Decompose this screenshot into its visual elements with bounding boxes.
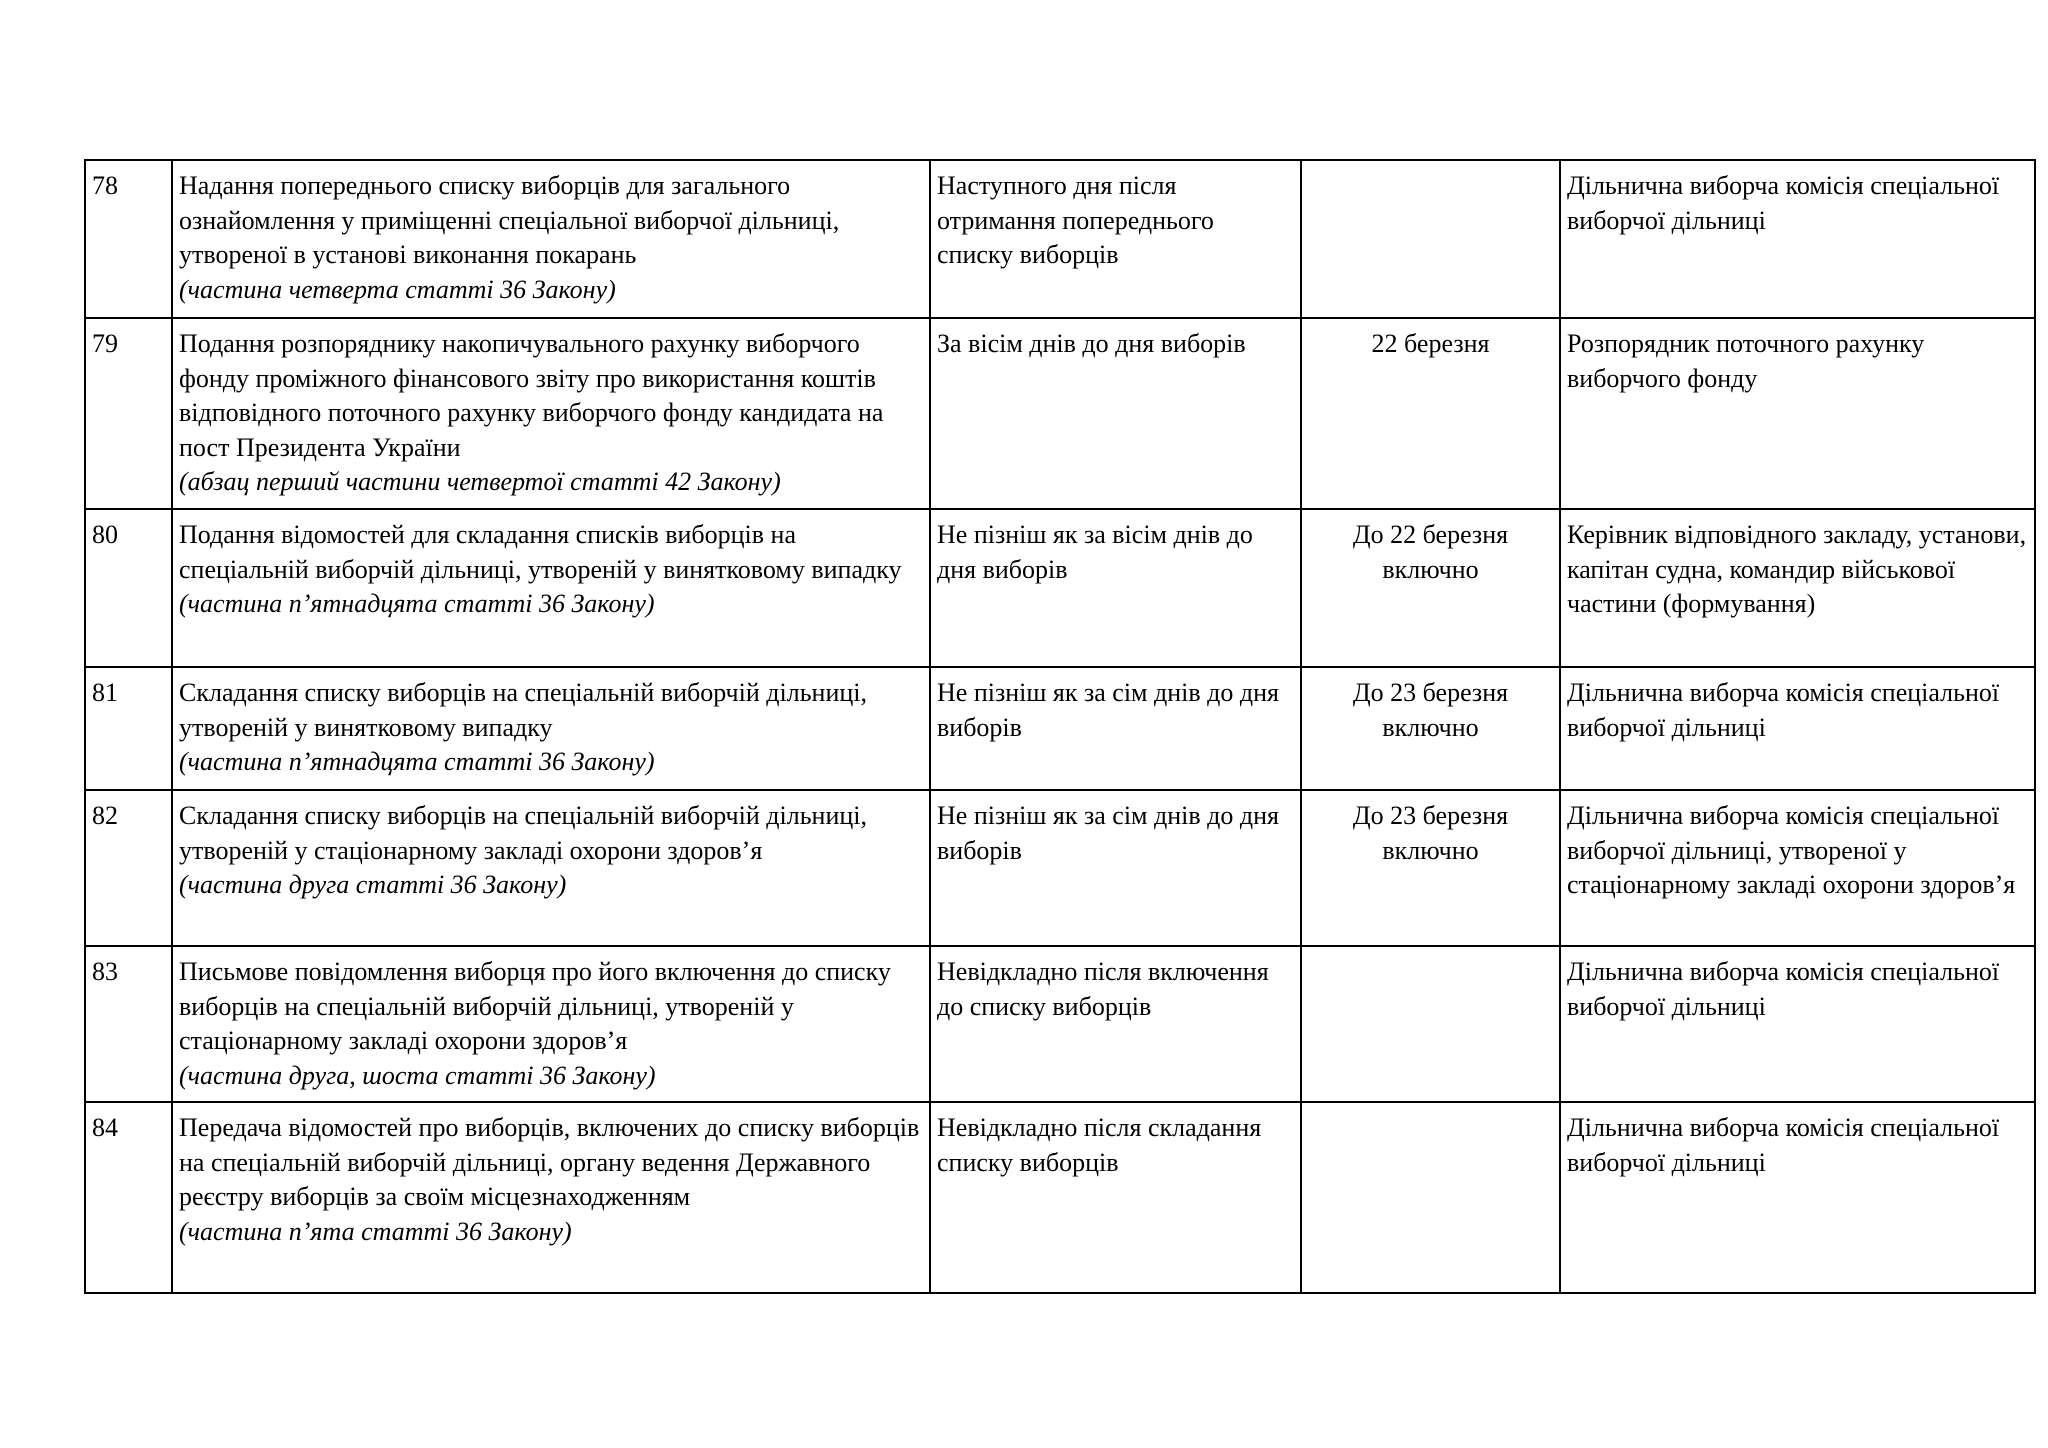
date-cell [1301, 946, 1560, 1102]
date-cell: До 22 березня включно [1301, 509, 1560, 667]
date-cell: До 23 березня включно [1301, 667, 1560, 790]
action-text: Складання списку виборців на спеціальній виборчій дільниці, утвореній у винятковому випадку [179, 678, 868, 742]
action-text: Складання списку виборців на спеціальній виборчій дільниці, утвореній у стаціонарному закладі охорони здоров’я [179, 801, 868, 865]
deadline-cell: За вісім днів до дня виборів [930, 318, 1301, 509]
deadline-cell: Не пізніш як за сім днів до дня виборів [930, 790, 1301, 946]
table-row [85, 509, 2035, 667]
responsible-cell: Дільнична виборча комісія спеціальної виборчої дільниці, утвореної у стаціонарному закладі охорони здоров’я [1560, 790, 2035, 946]
deadline-cell: Не пізніш як за сім днів до дня виборів [930, 667, 1301, 790]
date-cell: 22 березня [1301, 318, 1560, 509]
law-reference: (абзац перший частини четвертої статті 42 Закону) [179, 467, 781, 496]
law-reference: (частина п’ята статті 36 Закону) [179, 1216, 572, 1246]
row-number: 84 [85, 1102, 172, 1293]
action-cell [172, 318, 930, 509]
responsible-cell: Дільнична виборча комісія спеціальної виборчої дільниці [1560, 160, 2035, 318]
action-cell [172, 790, 930, 946]
action-cell [172, 667, 930, 790]
action-cell [172, 509, 930, 667]
law-reference: (частина друга статті 36 Закону) [179, 870, 567, 899]
table-row [85, 318, 2035, 509]
responsible-cell: Розпорядник поточного рахунку виборчого фонду [1560, 318, 2035, 509]
action-cell [172, 1102, 930, 1293]
action-text: Передача відомостей про виборців, включених до списку виборців на спеціальній виборчій дільниці, органу ведення Державного реєстру виборців за своїм місцезнаходженням [179, 1113, 920, 1211]
election-schedule-table [84, 159, 2036, 1294]
date-cell [1301, 160, 1560, 318]
action-cell [172, 946, 930, 1102]
action-text: Подання відомостей для складання списків виборців на спеціальній виборчій дільниці, утвореній у винятковому випадку [179, 520, 902, 584]
responsible-cell: Дільнична виборча комісія спеціальної виборчої дільниці [1560, 946, 2035, 1102]
responsible-cell: Керівник відповідного закладу, установи, капітан судна, командир військової частини (формування) [1560, 509, 2035, 667]
deadline-cell: Невідкладно після включення до списку виборців [930, 946, 1301, 1102]
law-reference: (частина друга, шоста статті 36 Закону) [179, 1060, 656, 1090]
table-row [85, 1102, 2035, 1293]
row-number: 83 [85, 946, 172, 1102]
deadline-cell: Наступного дня після отримання попереднього списку виборців [930, 160, 1301, 318]
deadline-cell: Невідкладно після складання списку виборців [930, 1102, 1301, 1293]
table-row [85, 790, 2035, 946]
row-number: 79 [85, 318, 172, 509]
deadline-cell: Не пізніш як за вісім днів до дня виборів [930, 509, 1301, 667]
action-text: Письмове повідомлення виборця про його включення до списку виборців на спеціальній виборчій дільниці, утвореній у стаціонарному закладі охорони здоров’я [179, 957, 891, 1055]
row-number: 82 [85, 790, 172, 946]
table-row [85, 946, 2035, 1102]
law-reference: (частина п’ятнадцята статті 36 Закону) [179, 747, 655, 776]
date-cell [1301, 1102, 1560, 1293]
action-text: Надання попереднього списку виборців для загального ознайомлення у приміщенні спеціальної виборчої дільниці, утвореної в установі виконання покарань [179, 171, 840, 269]
table-row [85, 160, 2035, 318]
law-reference: (частина п’ятнадцята статті 36 Закону) [179, 589, 655, 618]
law-reference: (частина четверта статті 36 Закону) [179, 274, 616, 304]
responsible-cell: Дільнична виборча комісія спеціальної виборчої дільниці [1560, 1102, 2035, 1293]
responsible-cell: Дільнична виборча комісія спеціальної виборчої дільниці [1560, 667, 2035, 790]
action-text: Подання розпоряднику накопичувального рахунку виборчого фонду проміжного фінансового звіту про використання коштів відповідного поточного рахунку виборчого фонду кандидата на пост Президента України [179, 329, 884, 462]
date-cell: До 23 березня включно [1301, 790, 1560, 946]
action-cell [172, 160, 930, 318]
table-row [85, 667, 2035, 790]
row-number: 81 [85, 667, 172, 790]
row-number: 80 [85, 509, 172, 667]
row-number: 78 [85, 160, 172, 318]
